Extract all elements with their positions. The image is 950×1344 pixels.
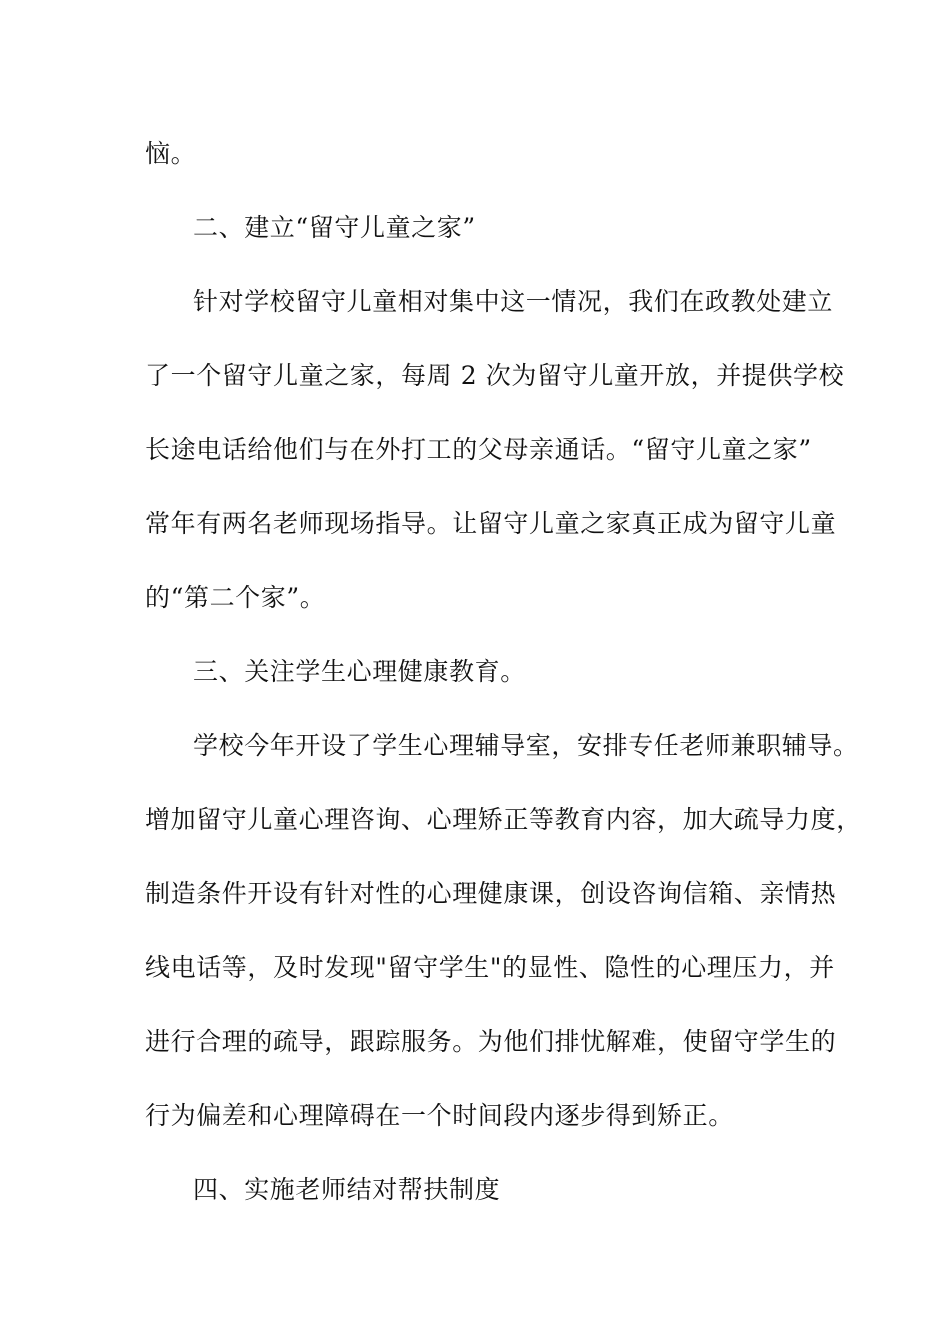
paragraph-line: 针对学校留守儿童相对集中这一情况，我们在政教处建立 xyxy=(193,287,834,316)
paragraph-line: 线电话等，及时发现"留守学生"的显性、隐性的心理压力，并 xyxy=(145,953,835,982)
paragraph-line: 的“第二个家”。 xyxy=(145,583,326,612)
paragraph-line: 恼。 xyxy=(145,139,197,168)
paragraph-line: 增加留守儿童心理咨询、心理矫正等教育内容，加大疏导力度， xyxy=(145,805,862,834)
paragraph-line: 了一个留守儿童之家，每周 2 次为留守儿童开放，并提供学校 xyxy=(145,361,845,390)
section-heading: 四、实施老师结对帮扶制度 xyxy=(193,1175,501,1204)
section-heading: 三、关注学生心理健康教育。 xyxy=(193,657,526,686)
paragraph-line: 行为偏差和心理障碍在一个时间段内逐步得到矫正。 xyxy=(145,1101,734,1130)
paragraph-line: 学校今年开设了学生心理辅导室，安排专任老师兼职辅导。 xyxy=(193,731,859,760)
paragraph-line: 进行合理的疏导，跟踪服务。为他们排忧解难，使留守学生的 xyxy=(145,1027,837,1056)
section-heading: 二、建立“留守儿童之家” xyxy=(193,213,476,242)
paragraph-line: 常年有两名老师现场指导。让留守儿童之家真正成为留守儿童 xyxy=(145,509,837,538)
paragraph-line: 制造条件开设有针对性的心理健康课，创设咨询信箱、亲情热 xyxy=(145,879,837,908)
paragraph-line: 长途电话给他们与在外打工的父母亲通话。“留守儿童之家” xyxy=(145,435,812,464)
